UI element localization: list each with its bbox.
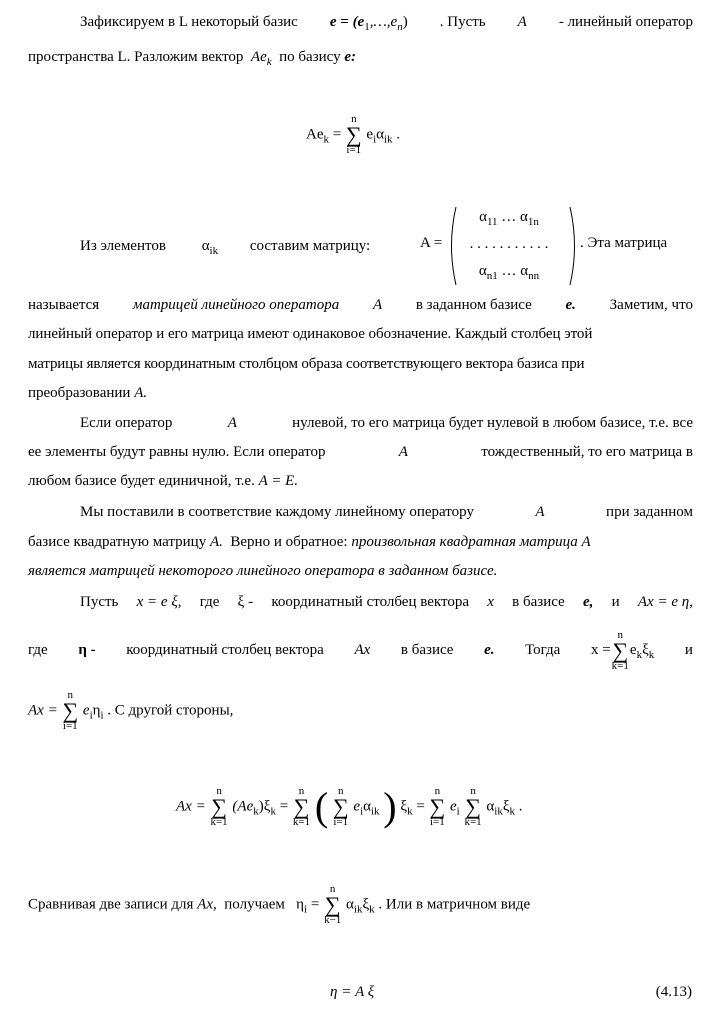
text: называется (28, 297, 100, 313)
text-line (28, 47, 693, 72)
text: - линейный оператор (558, 14, 693, 30)
text-line (28, 295, 693, 315)
text: . Эта матрица (580, 235, 668, 251)
math-basis: $e = (e_1,\dots,e_n)$ (329, 14, 408, 33)
sum-symbol: n ∑ i=1 (62, 689, 79, 732)
text: Зафиксируем в L некоторый базис (80, 14, 298, 30)
math-alpha: $\alpha_{ik}$ (201, 238, 219, 257)
formula-ax-eta: Ax = n ∑ i=1 $e_i\eta_i$ . С другой стороны, (28, 689, 234, 732)
text: в заданном базисе (415, 297, 532, 313)
text-line (80, 236, 380, 261)
text: составим матрицу: (249, 238, 371, 254)
math-x-sum: x = n ∑ k=1 $e_k\xi_k$ (590, 628, 655, 672)
final-formula: η = A ξ (330, 984, 375, 1000)
text-line: преобразовании A. (28, 385, 148, 401)
text: Из элементов (80, 238, 166, 254)
matrix: A = $\alpha_{11}$ … $\alpha_{1n}$ . . . . . . . . . . . $\alpha_{n1}$ … $\alpha_{nn}$ . Эта матрица (420, 205, 588, 287)
math-e: e: (344, 49, 357, 65)
equation-number: (4.13) (655, 984, 692, 1000)
text-line: Мы поставили в соответствие каждому линейному оператору A при заданном (80, 504, 693, 520)
formula-ae: $Ae_k$ = n ∑ i=1 $e_i\alpha_{ik}$ . (306, 113, 401, 156)
text-line: любом базисе будет единичной, т.е. A = E. (28, 473, 299, 489)
text: Заметим, что (609, 297, 693, 313)
text-line: Пусть x = e ξ, где ξ - координатный столбец вектора x в базисе e, и Ax = e η, (80, 594, 693, 610)
text-line: базисе квадратную матрицу A. Верно и обратное: произвольная квадратная матрица A (28, 534, 591, 550)
matrix-row: . . . . . . . . . . . (469, 236, 549, 252)
comparison-line: Сравнивая две записи для Ax, получаем $\eta_i$ = n ∑ k−1 $\alpha_{ik}\xi_k$ . Или в матричном виде (28, 883, 531, 926)
math-vec: $Ae_k$ (250, 49, 272, 68)
text: пространства L. Разложим вектор (28, 49, 244, 65)
matrix-row: $\alpha_{n1}$ … $\alpha_{nn}$ (478, 263, 540, 282)
math-e: e. (565, 297, 576, 313)
right-paren (568, 205, 580, 287)
math-op: A (372, 297, 383, 313)
math-op: A (517, 14, 527, 30)
formula-ax-expansion: Ax = n ∑ k=1 $(Ae_k)\xi_k$ = n ∑ k=1 ( n ∑ i=1 $e_i\alpha_{ik}$ ) $\xi_k$ = n ∑ i=1 $e_i$ n ∑ k=1 $\alpha_{ik}\xi_k$ . (176, 784, 523, 829)
text-line: Если оператор A нулевой, то его матрица будет нулевой в любом базисе, т.е. все (80, 415, 693, 431)
text: по базису (279, 49, 341, 65)
term: матрицей линейного оператора (132, 297, 340, 313)
text-line (28, 12, 693, 37)
text-line: где η - координатный столбец вектора Ax в базисе e. Тогда x = n ∑ k=1 $e_k\xi_k$ и (28, 628, 693, 672)
matrix-row: $\alpha_{11}$ … $\alpha_{1n}$ (479, 209, 539, 228)
text: . Пусть (439, 14, 486, 30)
text-line: матрицы является координатным столбцом образа соответствующего вектора базиса при (28, 356, 585, 372)
sum-symbol: n ∑ i=1 (345, 113, 362, 156)
text-line: является матрицей некоторого линейного оператора в заданном базисе. (28, 563, 498, 579)
text-line: линейный оператор и его матрица имеют одинаковое обозначение. Каждый столбец этой (28, 326, 593, 342)
text-line: ее элементы будут равны нулю. Если оператор A тождественный, то его матрица в (28, 444, 693, 460)
